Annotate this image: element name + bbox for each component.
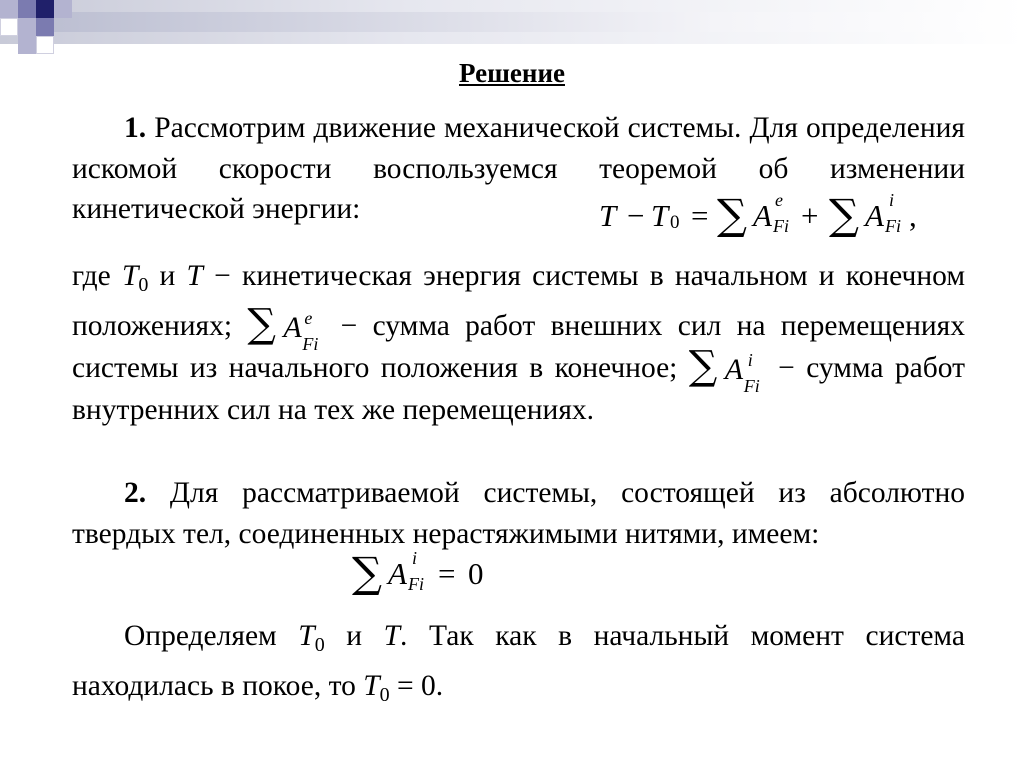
formula-T0-sub: 0 (670, 212, 680, 233)
subscript-Fi: Fi (302, 333, 319, 354)
formula-minus: − (627, 198, 645, 233)
symbol-T: T (363, 669, 380, 702)
decor-square (36, 36, 54, 54)
internal-work-zero-formula (348, 550, 518, 602)
superscript-i: i (747, 349, 753, 370)
paragraph-3 (72, 473, 965, 554)
symbol-A: A (283, 310, 302, 344)
formula-A: A (865, 198, 884, 233)
energy-theorem-formula (593, 192, 933, 244)
text-fragment: − сумма работ внутренних сил на тех же перемещениях. (72, 351, 965, 426)
symbol-T: T (383, 620, 401, 652)
decor-square (0, 18, 18, 36)
decor-square (54, 0, 72, 18)
formula-plus: + (801, 198, 819, 233)
item-number: 2. (124, 477, 147, 509)
paragraph-text: Для рассматриваемой системы, состоящей из абсолютно твердых тел, соединенных нерастяжимыми нитями, имеем: (72, 477, 966, 550)
subscript-Fi: Fi (408, 574, 424, 594)
decor-square (18, 36, 36, 54)
formula-comma: , (909, 198, 917, 233)
superscript-e: e (775, 190, 783, 210)
text-fragment: Определяем (124, 620, 299, 652)
formula-T: T (599, 198, 617, 233)
paragraph-text: Рассмотрим движение механической системы. Для определения искомой скорости воспользуемся теоремой об изменении кинетической энергии: (72, 112, 966, 225)
formula-equals: = (691, 198, 709, 233)
symbol-T: T (186, 260, 203, 292)
decor-square (36, 18, 54, 36)
sum-symbol: ∑ (688, 342, 718, 389)
paragraph-2 (72, 256, 965, 430)
item-number: 1. (124, 112, 147, 144)
symbol-T: T (298, 620, 315, 652)
formula-T0: T (651, 198, 669, 233)
superscript-i: i (889, 190, 895, 210)
text-fragment: − сумма работ внешних сил на перемещениях системы из начального положения в конечное; (72, 309, 965, 384)
superscript-e: e (304, 307, 313, 328)
header-stripe (0, 12, 1024, 32)
subscript-0: 0 (138, 274, 149, 296)
decor-square (36, 0, 54, 18)
text-fragment: . Так как в начальный момент система находилась в покое, то (72, 620, 965, 702)
text-fragment: − кинетическая энергия системы в начальном и конечном положениях; (72, 260, 965, 342)
decor-square (18, 0, 36, 18)
sum-symbol: ∑ (829, 190, 859, 239)
superscript-i: i (412, 548, 418, 568)
sum-symbol: ∑ (352, 548, 382, 597)
decor-square (18, 18, 36, 36)
slide-title: Решение (459, 58, 565, 88)
formula-A: A (388, 556, 407, 591)
formula-A: A (753, 198, 772, 233)
subscript-Fi: Fi (743, 375, 760, 396)
sum-internal-work (688, 342, 767, 396)
text-fragment: где (72, 260, 122, 292)
symbol-T: T (121, 260, 139, 292)
sum-external-work (247, 300, 325, 354)
subscript-Fi: Fi (885, 216, 901, 236)
subscript-0: 0 (379, 683, 390, 706)
subscript-0: 0 (314, 634, 325, 656)
subscript-Fi: Fi (773, 216, 789, 236)
formula-zero: 0 (468, 556, 484, 591)
text-fragment: и (148, 260, 187, 292)
paragraph-4 (72, 616, 965, 715)
decor-square (0, 0, 18, 18)
symbol-A: A (724, 352, 744, 386)
text-fragment: и (324, 620, 384, 652)
header-decoration (0, 0, 1024, 44)
text-fragment: = 0. (389, 669, 444, 702)
sum-symbol: ∑ (717, 190, 747, 239)
formula-equals: = (438, 556, 456, 591)
sum-symbol: ∑ (247, 300, 276, 347)
